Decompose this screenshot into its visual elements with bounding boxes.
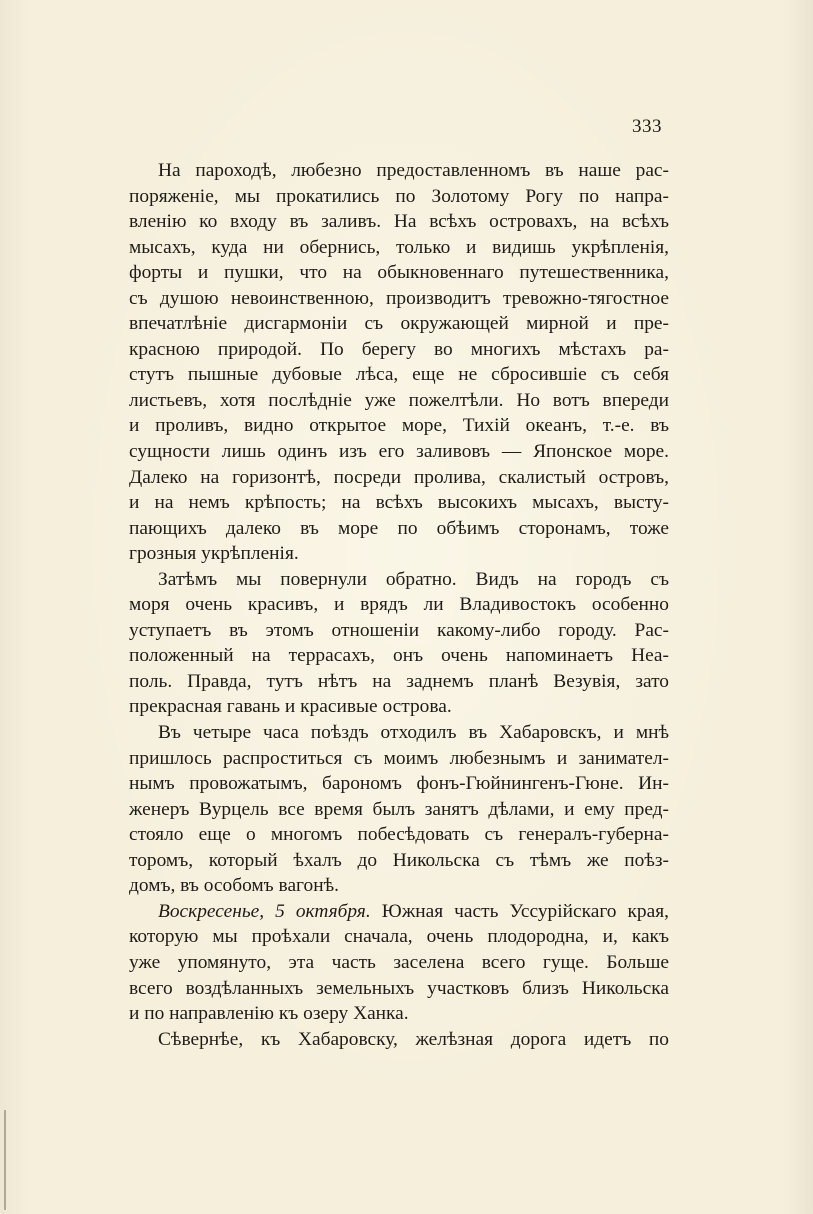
text-line: впечатлѣніе дисгармоніи съ окружающей мирной и пре- <box>129 313 669 335</box>
text-line: пришлось распроститься съ моимъ любезнымъ и занимател- <box>129 747 669 769</box>
text-line: стояло еще о многомъ побесѣдовать съ генералъ-губерна- <box>129 824 669 846</box>
text-line: домъ, въ особомъ вагонѣ. <box>129 875 339 897</box>
text-line-rest: Южная часть Уссурійскаго края, <box>370 900 669 922</box>
text-line: торомъ, который ѣхалъ до Никольска съ тѣмъ же поѣз- <box>129 849 669 871</box>
text-line: женеръ Вурцель все время былъ занятъ дѣлами, и ему пред- <box>129 798 669 820</box>
text-line: прекрасная гавань и красивые острова. <box>129 696 452 718</box>
page-edge-mark <box>4 1110 6 1210</box>
text-line: поряженіе, мы прокатились по Золотому Рогу по напра- <box>129 185 669 207</box>
text-line: нымъ провожатымъ, барономъ фонъ-Гюйнингенъ-Гюне. Ин- <box>129 773 669 795</box>
text-line: форты и пушки, что на обыкновеннаго путешественника, <box>129 262 669 284</box>
text-line: положенный на террасахъ, онъ очень напоминаетъ Неа- <box>129 645 669 667</box>
text-line: грозныя укрѣпленія. <box>129 543 299 565</box>
text-line <box>129 899 669 925</box>
text-line: моря очень красивъ, и врядъ ли Владивостокъ особенно <box>129 594 669 616</box>
text-line: всего воздѣланныхъ земельныхъ участковъ близъ Никольска <box>129 977 669 999</box>
date-heading: Воскресенье, 5 октября. <box>158 900 371 922</box>
text-line: стутъ пышные дубовые лѣса, еще не сбросившіе съ себя <box>129 364 669 386</box>
text-line: и по направленію къ озеру Ханка. <box>129 1003 409 1025</box>
text-line: уже упомянуто, эта часть заселена всего гуще. Больше <box>129 951 669 973</box>
text-line: и на немъ крѣпость; на всѣхъ высокихъ мысахъ, высту- <box>129 492 669 514</box>
text-line: сущности лишь одинъ изъ его заливовъ — Японское море. <box>129 441 669 463</box>
text-line: которую мы проѣхали сначала, очень плодородна, и, какъ <box>129 926 669 948</box>
text-line: пающихъ далеко въ море по обѣимъ сторонамъ, тоже <box>129 517 669 539</box>
text-line: поль. Правда, тутъ нѣтъ на заднемъ планѣ Везувія, зато <box>129 670 669 692</box>
text-line: Затѣмъ мы повернули обратно. Видъ на городъ съ <box>158 568 669 590</box>
text-line: съ душою невоинственною, производитъ тревожно-тягостное <box>129 287 669 309</box>
text-line: вленію ко входу въ заливъ. На всѣхъ островахъ, на всѣхъ <box>129 211 669 233</box>
text-line: Далеко на горизонтѣ, посреди пролива, скалистый островъ, <box>129 466 669 488</box>
text-line: Сѣвернѣе, къ Хабаровску, желѣзная дорога идетъ по <box>158 1028 669 1050</box>
text-line: красною природой. По берегу во многихъ мѣстахъ ра- <box>129 338 669 360</box>
text-line: уступаетъ въ этомъ отношеніи какому-либо городу. Рас- <box>129 619 669 641</box>
text-line: Въ четыре часа поѣздъ отходилъ въ Хабаровскъ, и мнѣ <box>158 722 669 744</box>
body-text <box>129 158 669 1052</box>
text-line: и проливъ, видно открытое море, Тихій океанъ, т.-е. въ <box>129 415 669 437</box>
text-line: На пароходѣ, любезно предоставленномъ въ наше рас- <box>158 160 669 181</box>
page-number: 333 <box>632 116 662 137</box>
text-line: мысахъ, куда ни обернись, только и видишь укрѣпленія, <box>129 236 669 258</box>
text-line: листьевъ, хотя послѣдніе уже пожелтѣли. Но вотъ впереди <box>129 389 669 411</box>
